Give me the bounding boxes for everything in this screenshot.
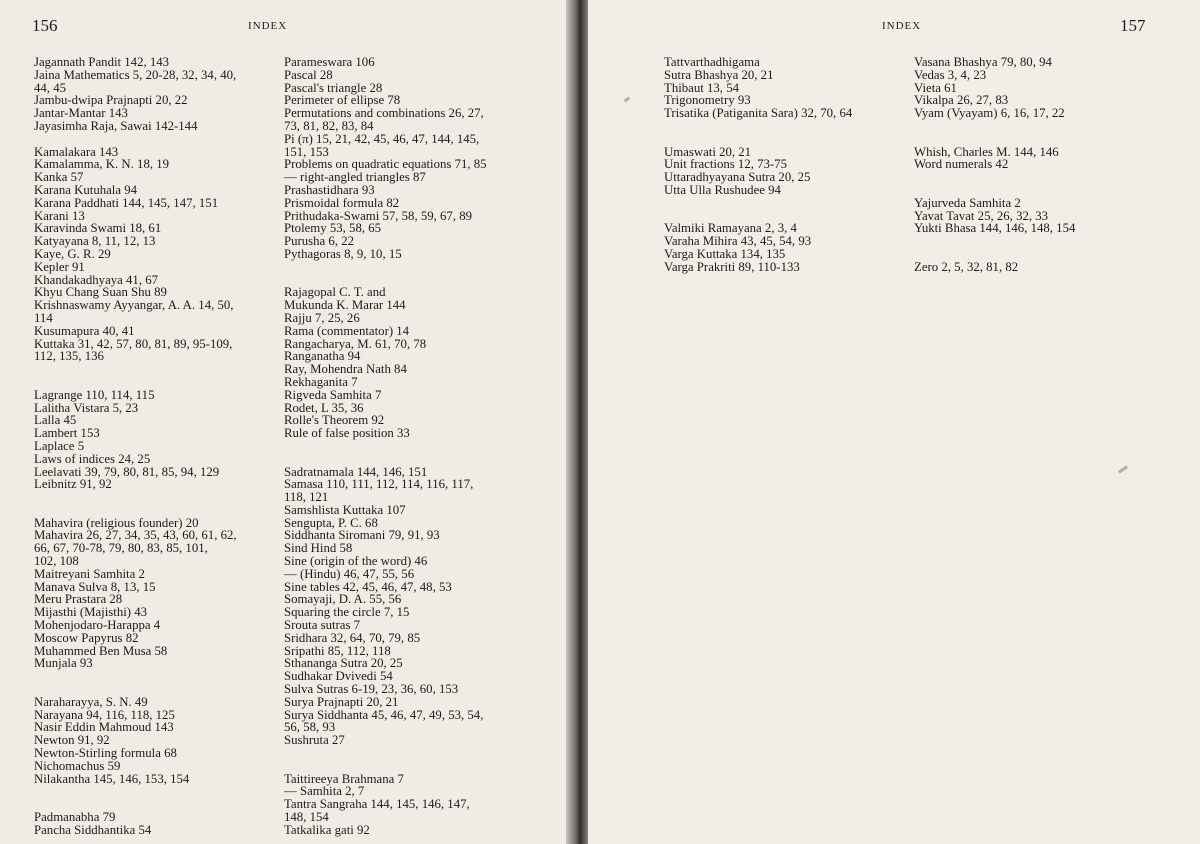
- index-entry: Yajurveda Samhita 2: [914, 195, 1021, 210]
- index-spacer: [34, 785, 237, 798]
- index-entry: Rodet, L 35, 36: [284, 400, 364, 415]
- index-entry: Khandakadhyaya 41, 67: [34, 272, 159, 287]
- index-entry: Somayaji, D. A. 55, 56: [284, 592, 402, 607]
- index-entry: Whish, Charles M. 144, 146: [914, 144, 1059, 159]
- index-entry: Vyam (Vyayam) 6, 16, 17, 22: [914, 106, 1065, 121]
- index-entry: Zero 2, 5, 32, 81, 82: [914, 259, 1019, 274]
- index-entry: Vieta 61: [914, 80, 957, 95]
- index-column-1: [664, 56, 852, 274]
- index-spacer: [664, 133, 852, 146]
- index-spacer: [664, 120, 852, 133]
- right-page: [588, 0, 1200, 844]
- index-entry: Sutra Bhashya 20, 21: [664, 67, 774, 82]
- index-entry: Karani 13: [34, 208, 85, 223]
- index-entry: 73, 81, 82, 83, 84: [284, 118, 374, 133]
- index-entry: Kuttaka 31, 42, 57, 80, 81, 89, 95-109,: [34, 336, 233, 351]
- index-entry: Laplace 5: [34, 438, 85, 453]
- index-entry: Manava Sulva 8, 13, 15: [34, 579, 156, 594]
- index-entry: Kaye, G. R. 29: [34, 246, 111, 261]
- index-entry: Samshlista Kuttaka 107: [284, 502, 406, 517]
- index-entry: Varga Prakriti 89, 110-133: [664, 259, 800, 274]
- index-entry: Ray, Mohendra Nath 84: [284, 362, 407, 377]
- index-entry: Sulva Sutras 6-19, 23, 36, 60, 153: [284, 682, 459, 697]
- index-entry: Tattvarthadhigama: [664, 55, 760, 69]
- index-entry: 44, 45: [34, 80, 66, 95]
- index-entry: Rajju 7, 25, 26: [284, 310, 360, 325]
- index-spacer: [284, 760, 487, 773]
- index-entry: Permutations and combinations 26, 27,: [284, 106, 484, 121]
- index-entry: Trisatika (Patiganita Sara) 32, 70, 64: [664, 106, 853, 121]
- index-spacer: [34, 491, 237, 504]
- index-entry: Narayana 94, 116, 118, 125: [34, 707, 175, 722]
- index-entry: Ptolemy 53, 58, 65: [284, 221, 382, 236]
- index-entry: Kusumapura 40, 41: [34, 323, 135, 338]
- index-entry: Tatkalika gati 92: [284, 822, 370, 837]
- index-entry: Prashastidhara 93: [284, 182, 375, 197]
- index-entry: Word numerals 42: [914, 157, 1009, 172]
- running-head: INDEX: [882, 20, 922, 32]
- index-entry: Karavinda Swami 18, 61: [34, 221, 162, 236]
- index-entry: Yavat Tavat 25, 26, 32, 33: [914, 208, 1049, 223]
- index-spacer: [34, 376, 237, 389]
- index-entry: Surya Siddhanta 45, 46, 47, 49, 53, 54,: [284, 707, 484, 722]
- index-entry: Mahavira (religious founder) 20: [34, 515, 199, 530]
- index-entry: Sushruta 27: [284, 733, 345, 748]
- index-entry: 114: [34, 310, 53, 325]
- index-entry: Karana Kutuhala 94: [34, 182, 138, 197]
- index-entry: Umaswati 20, 21: [664, 144, 752, 159]
- index-entry: Pascal 28: [284, 67, 333, 82]
- index-entry: Varga Kuttaka 134, 135: [664, 246, 786, 261]
- index-entry: Karana Paddhati 144, 145, 147, 151: [34, 195, 219, 210]
- index-entry: Pythagoras 8, 9, 10, 15: [284, 246, 402, 261]
- index-entry: Sine tables 42, 45, 46, 47, 48, 53: [284, 579, 452, 594]
- index-entry: Sudhakar Dvivedi 54: [284, 669, 393, 684]
- index-entry: Munjala 93: [34, 656, 93, 671]
- index-entry: 118, 121: [284, 490, 329, 505]
- index-entry: Kepler 91: [34, 259, 85, 274]
- index-entry: Prithudaka-Swami 57, 58, 59, 67, 89: [284, 208, 473, 223]
- ink-speck: [624, 97, 631, 103]
- index-entry: Mijasthi (Majisthi) 43: [34, 605, 148, 620]
- index-entry: Lalitha Vistara 5, 23: [34, 400, 139, 415]
- index-entry: Squaring the circle 7, 15: [284, 605, 410, 620]
- index-entry: Kamalakara 143: [34, 144, 119, 159]
- index-entry: Khyu Chang Suan Shu 89: [34, 285, 167, 300]
- index-entry: Samasa 110, 111, 112, 114, 116, 117,: [284, 477, 474, 492]
- index-entry: Sengupta, P. C. 68: [284, 515, 378, 530]
- index-entry: Sine (origin of the word) 46: [284, 554, 428, 569]
- index-entry: Sind Hind 58: [284, 541, 353, 556]
- index-spacer: [914, 171, 1075, 184]
- index-entry: Meru Prastara 28: [34, 592, 123, 607]
- index-spacer: [914, 184, 1075, 197]
- index-entry: Rangacharya, M. 61, 70, 78: [284, 336, 427, 351]
- index-entry: Mukunda K. Marar 144: [284, 298, 406, 313]
- index-entry: Rajagopal C. T. and: [284, 285, 386, 300]
- index-entry: Vasana Bhashya 79, 80, 94: [914, 55, 1052, 69]
- index-entry: Padmanabha 79: [34, 810, 116, 825]
- index-entry: Naraharayya, S. N. 49: [34, 694, 148, 709]
- index-entry: Siddhanta Siromani 79, 91, 93: [284, 528, 440, 543]
- index-entry: Thibaut 13, 54: [664, 80, 739, 95]
- running-head: INDEX: [248, 20, 288, 32]
- index-entry: Rigveda Samhita 7: [284, 387, 382, 402]
- index-spacer: [664, 197, 852, 210]
- index-entry: 151, 153: [284, 144, 329, 159]
- page-number: 157: [1120, 16, 1146, 35]
- index-entry: — right-angled triangles 87: [284, 170, 426, 185]
- index-entry: Valmiki Ramayana 2, 3, 4: [664, 221, 797, 236]
- index-entry: Surya Prajnapti 20, 21: [284, 694, 399, 709]
- index-entry: Rolle's Theorem 92: [284, 413, 385, 428]
- index-spacer: [34, 363, 237, 376]
- index-spacer: [34, 133, 237, 146]
- index-entry: Krishnaswamy Ayyangar, A. A. 14, 50,: [34, 298, 234, 313]
- index-spacer: [914, 133, 1075, 146]
- index-entry: Nichomachus 59: [34, 758, 121, 773]
- index-column-2: [914, 56, 1075, 274]
- index-entry: Unit fractions 12, 73-75: [664, 157, 787, 172]
- index-entry: Problems on quadratic equations 71, 85: [284, 157, 487, 172]
- index-entry: Srouta sutras 7: [284, 618, 361, 633]
- index-entry: Maitreyani Samhita 2: [34, 566, 145, 581]
- index-entry: Lagrange 110, 114, 115: [34, 387, 155, 402]
- index-entry: Muhammed Ben Musa 58: [34, 643, 168, 658]
- index-entry: Rekhaganita 7: [284, 374, 358, 389]
- index-entry: Tantra Sangraha 144, 145, 146, 147,: [284, 797, 470, 812]
- index-entry: Utta Ulla Rushudee 94: [664, 182, 781, 197]
- index-entry: Mahavira 26, 27, 34, 35, 43, 60, 61, 62,: [34, 528, 237, 543]
- index-entry: Taittireeya Brahmana 7: [284, 771, 404, 786]
- index-entry: Rule of false position 33: [284, 426, 410, 441]
- index-entry: Sadratnamala 144, 146, 151: [284, 464, 428, 479]
- index-entry: Jambu-dwipa Prajnapti 20, 22: [34, 93, 188, 108]
- index-entry: Newton 91, 92: [34, 733, 110, 748]
- index-spacer: [284, 453, 487, 466]
- index-entry: Pi (π) 15, 21, 42, 45, 46, 47, 144, 145,: [284, 131, 480, 146]
- index-entry: Nilakantha 145, 146, 153, 154: [34, 771, 190, 786]
- index-entry: Pascal's triangle 28: [284, 80, 383, 95]
- index-entry: Uttaradhyayana Sutra 20, 25: [664, 170, 811, 185]
- index-entry: 148, 154: [284, 810, 329, 825]
- index-entry: Purusha 6, 22: [284, 234, 355, 249]
- index-spacer: [34, 670, 237, 683]
- index-entry: Lalla 45: [34, 413, 77, 428]
- index-entry: Parameswara 106: [284, 55, 375, 69]
- index-entry: 102, 108: [34, 554, 79, 569]
- index-entry: Prismoidal formula 82: [284, 195, 400, 210]
- index-column-2: [284, 56, 487, 837]
- index-spacer: [284, 747, 487, 760]
- index-entry: Jaina Mathematics 5, 20-28, 32, 34, 40,: [34, 67, 237, 82]
- index-entry: — (Hindu) 46, 47, 55, 56: [284, 566, 415, 581]
- index-entry: 112, 135, 136: [34, 349, 104, 364]
- index-entry: Ranganatha 94: [284, 349, 361, 364]
- index-entry: Rama (commentator) 14: [284, 323, 410, 338]
- index-entry: Sthananga Sutra 20, 25: [284, 656, 403, 671]
- index-entry: Vikalpa 26, 27, 83: [914, 93, 1009, 108]
- page-number: 156: [32, 16, 58, 35]
- index-entry: Jantar-Mantar 143: [34, 106, 128, 121]
- index-entry: Leibnitz 91, 92: [34, 477, 112, 492]
- index-spacer: [284, 440, 487, 453]
- index-entry: Sripathi 85, 112, 118: [284, 643, 391, 658]
- index-entry: Mohenjodaro-Harappa 4: [34, 618, 161, 633]
- index-entry: Laws of indices 24, 25: [34, 451, 151, 466]
- left-page: [0, 0, 572, 844]
- index-entry: Moscow Papyrus 82: [34, 630, 139, 645]
- index-entry: Katyayana 8, 11, 12, 13: [34, 234, 156, 249]
- ink-speck: [1118, 465, 1128, 473]
- index-entry: Nasir Eddin Mahmoud 143: [34, 720, 174, 735]
- index-entry: Sridhara 32, 64, 70, 79, 85: [284, 630, 421, 645]
- index-entry: Newton-Stirling formula 68: [34, 746, 177, 761]
- index-entry: 66, 67, 70-78, 79, 80, 83, 85, 101,: [34, 541, 208, 556]
- index-column-1: [34, 56, 237, 837]
- index-entry: Kamalamma, K. N. 18, 19: [34, 157, 170, 172]
- index-spacer: [34, 504, 237, 517]
- index-entry: Jayasimha Raja, Sawai 142-144: [34, 118, 198, 133]
- index-entry: Varaha Mihira 43, 45, 54, 93: [664, 234, 812, 249]
- index-entry: Perimeter of ellipse 78: [284, 93, 401, 108]
- index-entry: Pancha Siddhantika 54: [34, 822, 152, 837]
- index-spacer: [284, 261, 487, 274]
- index-entry: 56, 58, 93: [284, 720, 336, 735]
- index-entry: Kanka 57: [34, 170, 84, 185]
- index-entry: Vedas 3, 4, 23: [914, 67, 987, 82]
- index-spacer: [914, 120, 1075, 133]
- index-spacer: [914, 248, 1075, 261]
- index-entry: — Samhita 2, 7: [284, 784, 365, 799]
- index-entry: Leelavati 39, 79, 80, 81, 85, 94, 129: [34, 464, 220, 479]
- index-entry: Trigonometry 93: [664, 93, 751, 108]
- index-entry: Yukti Bhasa 144, 146, 148, 154: [914, 221, 1076, 236]
- index-spacer: [34, 683, 237, 696]
- index-entry: Jagannath Pandit 142, 143: [34, 55, 170, 69]
- index-spacer: [914, 235, 1075, 248]
- index-entry: Lambert 153: [34, 426, 100, 441]
